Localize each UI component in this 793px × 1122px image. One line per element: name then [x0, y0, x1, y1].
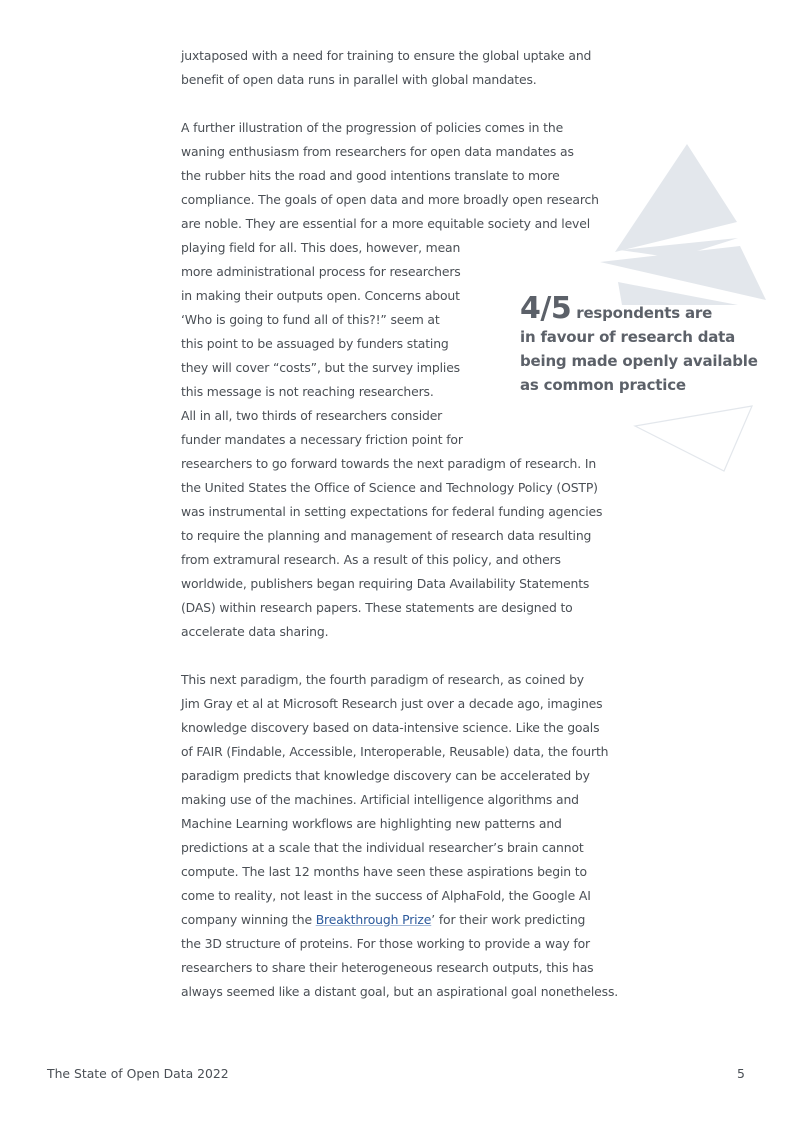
body-line: knowledge discovery based on data-intensive science. Like the goals [181, 720, 600, 735]
body-line: the 3D structure of proteins. For those working to provide a way for [181, 936, 590, 951]
link-line-after: ’ for their work predicting [431, 912, 586, 927]
body-line: researchers to share their heterogeneous research outputs, this has [181, 960, 594, 975]
body-line: this point to be assuaged by funders stating [181, 336, 449, 351]
footer-page-number: 5 [737, 1066, 745, 1081]
body-line: the United States the Office of Science and Technology Policy (OSTP) [181, 480, 598, 495]
body-line: accelerate data sharing. [181, 624, 329, 639]
body-line-with-link [181, 908, 585, 932]
body-line: in making their outputs open. Concerns about [181, 288, 460, 303]
body-line: was instrumental in setting expectations for federal funding agencies [181, 504, 603, 519]
body-line: waning enthusiasm from researchers for open data mandates as [181, 144, 574, 159]
body-line: playing field for all. This does, however, mean [181, 240, 461, 255]
footer-report-title: The State of Open Data 2022 [47, 1066, 229, 1081]
body-line: from extramural research. As a result of this policy, and others [181, 552, 561, 567]
callout-line-3: being made openly available [520, 352, 758, 370]
callout-line-1-rest: respondents are [571, 304, 713, 322]
body-line: making use of the machines. Artificial intelligence algorithms and [181, 792, 579, 807]
body-line: All in all, two thirds of researchers consider [181, 408, 443, 423]
body-line: this message is not reaching researchers. [181, 384, 434, 399]
body-line: Jim Gray et al at Microsoft Research just over a decade ago, imagines [181, 696, 603, 711]
body-line: predictions at a scale that the individual researcher’s brain cannot [181, 840, 584, 855]
body-line: paradigm predicts that knowledge discovery can be accelerated by [181, 768, 590, 783]
link-line-before: company winning the [181, 912, 316, 927]
callout-figure: 4/5 [520, 291, 572, 326]
body-line: funder mandates a necessary friction point for [181, 432, 463, 447]
body-line: (DAS) within research papers. These statements are designed to [181, 600, 573, 615]
body-line: Machine Learning workflows are highlighting new patterns and [181, 816, 562, 831]
body-line: are noble. They are essential for a more equitable society and level [181, 216, 591, 231]
body-line: always seemed like a distant goal, but an aspirational goal nonetheless. [181, 984, 619, 999]
body-line: ‘Who is going to fund all of this?!” seem at [181, 312, 440, 327]
body-line: researchers to go forward towards the next paradigm of research. In [181, 456, 597, 471]
callout-line-1 [520, 291, 758, 326]
body-line: compliance. The goals of open data and more broadly open research [181, 192, 599, 207]
decorative-triangle-outline [635, 406, 752, 471]
body-line: This next paradigm, the fourth paradigm of research, as coined by [181, 672, 584, 687]
body-line: benefit of open data runs in parallel with global mandates. [181, 72, 537, 87]
callout-line-4: as common practice [520, 376, 686, 394]
body-line: more administrational process for researchers [181, 264, 461, 279]
breakthrough-prize-link[interactable]: Breakthrough Prize [315, 912, 432, 927]
body-line: compute. The last 12 months have seen these aspirations begin to [181, 864, 587, 879]
body-line: they will cover “costs”, but the survey implies [181, 360, 460, 375]
statistic-callout [520, 291, 758, 397]
body-line: worldwide, publishers began requiring Data Availability Statements [181, 576, 590, 591]
body-line: come to reality, not least in the success of AlphaFold, the Google AI [181, 888, 591, 903]
callout-line-2: in favour of research data [520, 328, 736, 346]
decorative-triangle-large [615, 144, 737, 252]
body-line: juxtaposed with a need for training to ensure the global uptake and [181, 48, 592, 63]
body-line: the rubber hits the road and good intentions translate to more [181, 168, 560, 183]
body-line: A further illustration of the progression of policies comes in the [181, 120, 564, 135]
body-line: to require the planning and management of research data resulting [181, 528, 592, 543]
body-line: of FAIR (Findable, Accessible, Interoperable, Reusable) data, the fourth [181, 744, 609, 759]
